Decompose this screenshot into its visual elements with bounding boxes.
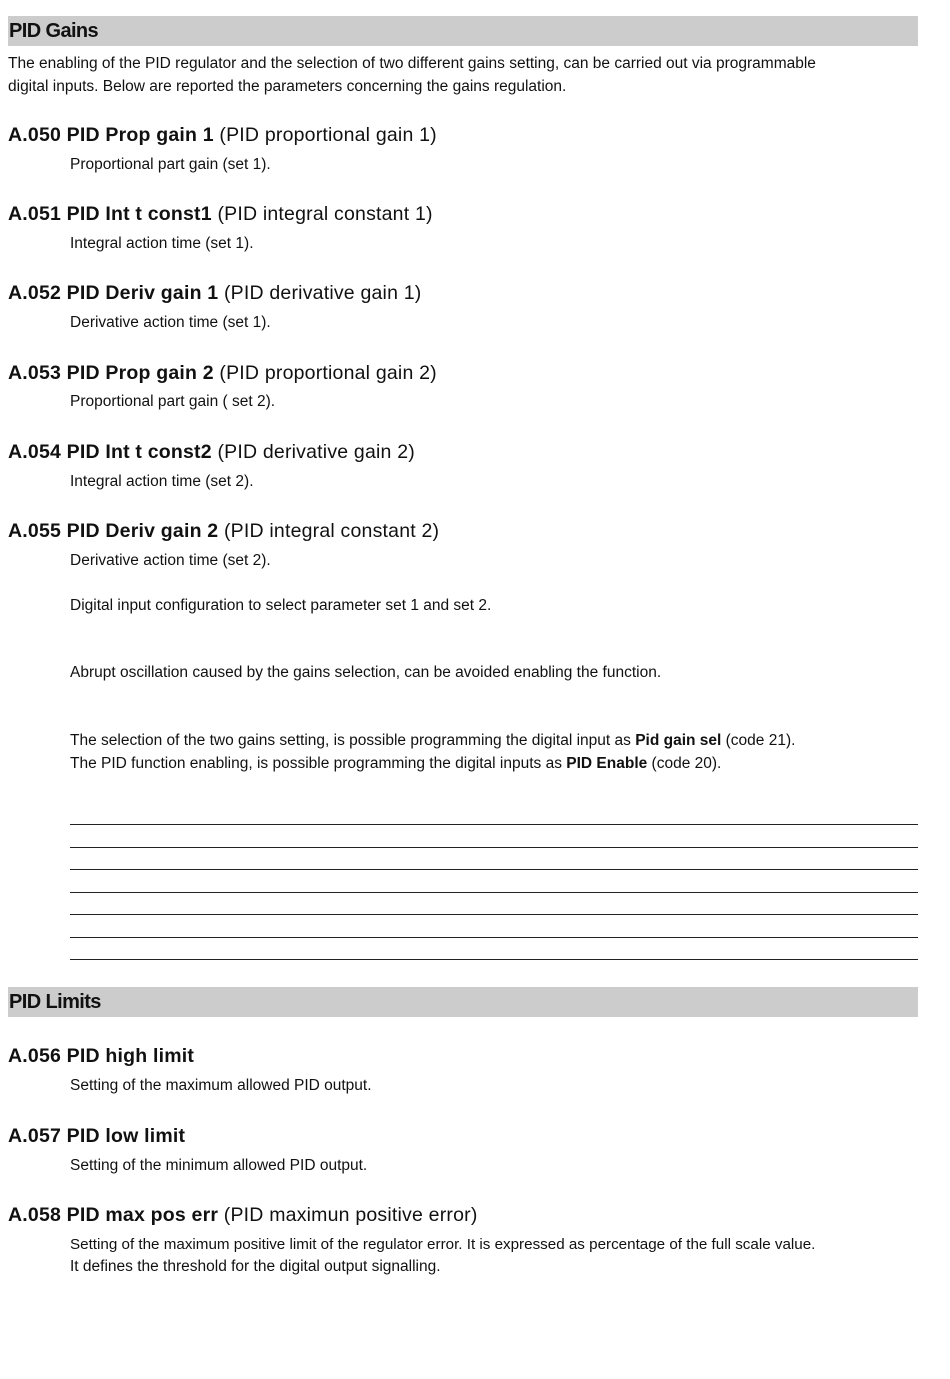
- param-heading-a053: [8, 361, 437, 385]
- intro-paragraph: [8, 52, 816, 98]
- section-title-pid-gains: PID Gains: [8, 16, 918, 46]
- param-code: A.051: [8, 203, 62, 225]
- param-description: Derivative action time (set 1).: [70, 314, 271, 331]
- param-desc-paren: (PID maximun positive error): [223, 1204, 478, 1226]
- section-title-pid-limits: PID Limits: [8, 987, 918, 1017]
- note-pid-enable: [70, 753, 721, 775]
- param-description: Integral action time (set 1).: [70, 235, 254, 252]
- param-heading-a058: [8, 1203, 478, 1227]
- param-heading-a050: [8, 123, 437, 147]
- param-desc-paren: (PID integral constant 2): [223, 520, 440, 542]
- param-description: Proportional part gain ( set 2).: [70, 393, 276, 410]
- param-name: PID Deriv gain 1: [66, 282, 219, 304]
- intro-line-1: The enabling of the PID regulator and the selection of two different gains setting, can be carried out via programmable: [8, 55, 816, 72]
- param-name: PID Int t const1: [66, 203, 212, 225]
- param-name: PID Prop gain 2: [66, 362, 214, 384]
- note-pid-enable-keyword: PID Enable: [566, 755, 648, 772]
- note-gain-selection: [70, 730, 795, 752]
- param-description: Setting of the maximum allowed PID output.: [70, 1077, 372, 1094]
- note-line: [70, 847, 918, 848]
- param-name: PID Deriv gain 2: [66, 520, 219, 542]
- param-name: PID max pos err: [66, 1204, 219, 1226]
- note-line: [70, 914, 918, 915]
- param-code: A.054: [8, 441, 62, 463]
- param-code: A.055: [8, 520, 62, 542]
- param-heading-a056: [8, 1044, 194, 1068]
- param-desc-paren: (PID proportional gain 2): [219, 362, 437, 384]
- note-digital-input: Digital input configuration to select parameter set 1 and set 2.: [70, 597, 492, 614]
- param-description: Derivative action time (set 2).: [70, 552, 271, 569]
- param-code: A.056: [8, 1045, 62, 1067]
- note-gain-selection-keyword: Pid gain sel: [635, 732, 722, 749]
- note-gain-selection-code: (code 21).: [721, 732, 796, 749]
- param-code: A.053: [8, 362, 62, 384]
- param-code: A.057: [8, 1125, 62, 1147]
- note-line: [70, 892, 918, 893]
- param-description: Setting of the maximum positive limit of the regulator error. It is expressed as percentage of the full scale value.: [70, 1236, 816, 1253]
- param-code: A.052: [8, 282, 62, 304]
- param-desc-paren: (PID integral constant 1): [217, 203, 433, 225]
- note-line: [70, 869, 918, 870]
- param-name: PID Prop gain 1: [66, 124, 214, 146]
- note-gain-selection-text: The selection of the two gains setting, is possible programming the digital input as: [70, 732, 636, 749]
- note-pid-enable-text: The PID function enabling, is possible programming the digital inputs as: [70, 755, 567, 772]
- param-heading-a051: [8, 202, 433, 226]
- param-code: A.058: [8, 1204, 62, 1226]
- intro-line-2: digital inputs. Below are reported the parameters concerning the gains regulation.: [8, 78, 567, 95]
- note-line: [70, 959, 918, 960]
- note-line: [70, 824, 918, 825]
- param-name: PID low limit: [66, 1125, 186, 1147]
- param-description: Proportional part gain (set 1).: [70, 156, 271, 173]
- param-desc-paren: (PID proportional gain 1): [219, 124, 437, 146]
- param-heading-a055: [8, 519, 439, 543]
- param-description-2: It defines the threshold for the digital output signalling.: [70, 1258, 441, 1275]
- note-pid-enable-code: (code 20).: [647, 755, 722, 772]
- param-description: Setting of the minimum allowed PID output.: [70, 1157, 368, 1174]
- param-code: A.050: [8, 124, 62, 146]
- param-name: PID Int t const2: [66, 441, 212, 463]
- param-name: PID high limit: [66, 1045, 195, 1067]
- param-heading-a052: [8, 281, 421, 305]
- param-desc-paren: (PID derivative gain 2): [217, 441, 415, 463]
- param-heading-a057: [8, 1124, 185, 1148]
- param-description: Integral action time (set 2).: [70, 473, 254, 490]
- param-heading-a054: [8, 440, 415, 464]
- note-line: [70, 937, 918, 938]
- note-abrupt-oscillation: Abrupt oscillation caused by the gains selection, can be avoided enabling the function.: [70, 664, 662, 681]
- param-desc-paren: (PID derivative gain 1): [223, 282, 422, 304]
